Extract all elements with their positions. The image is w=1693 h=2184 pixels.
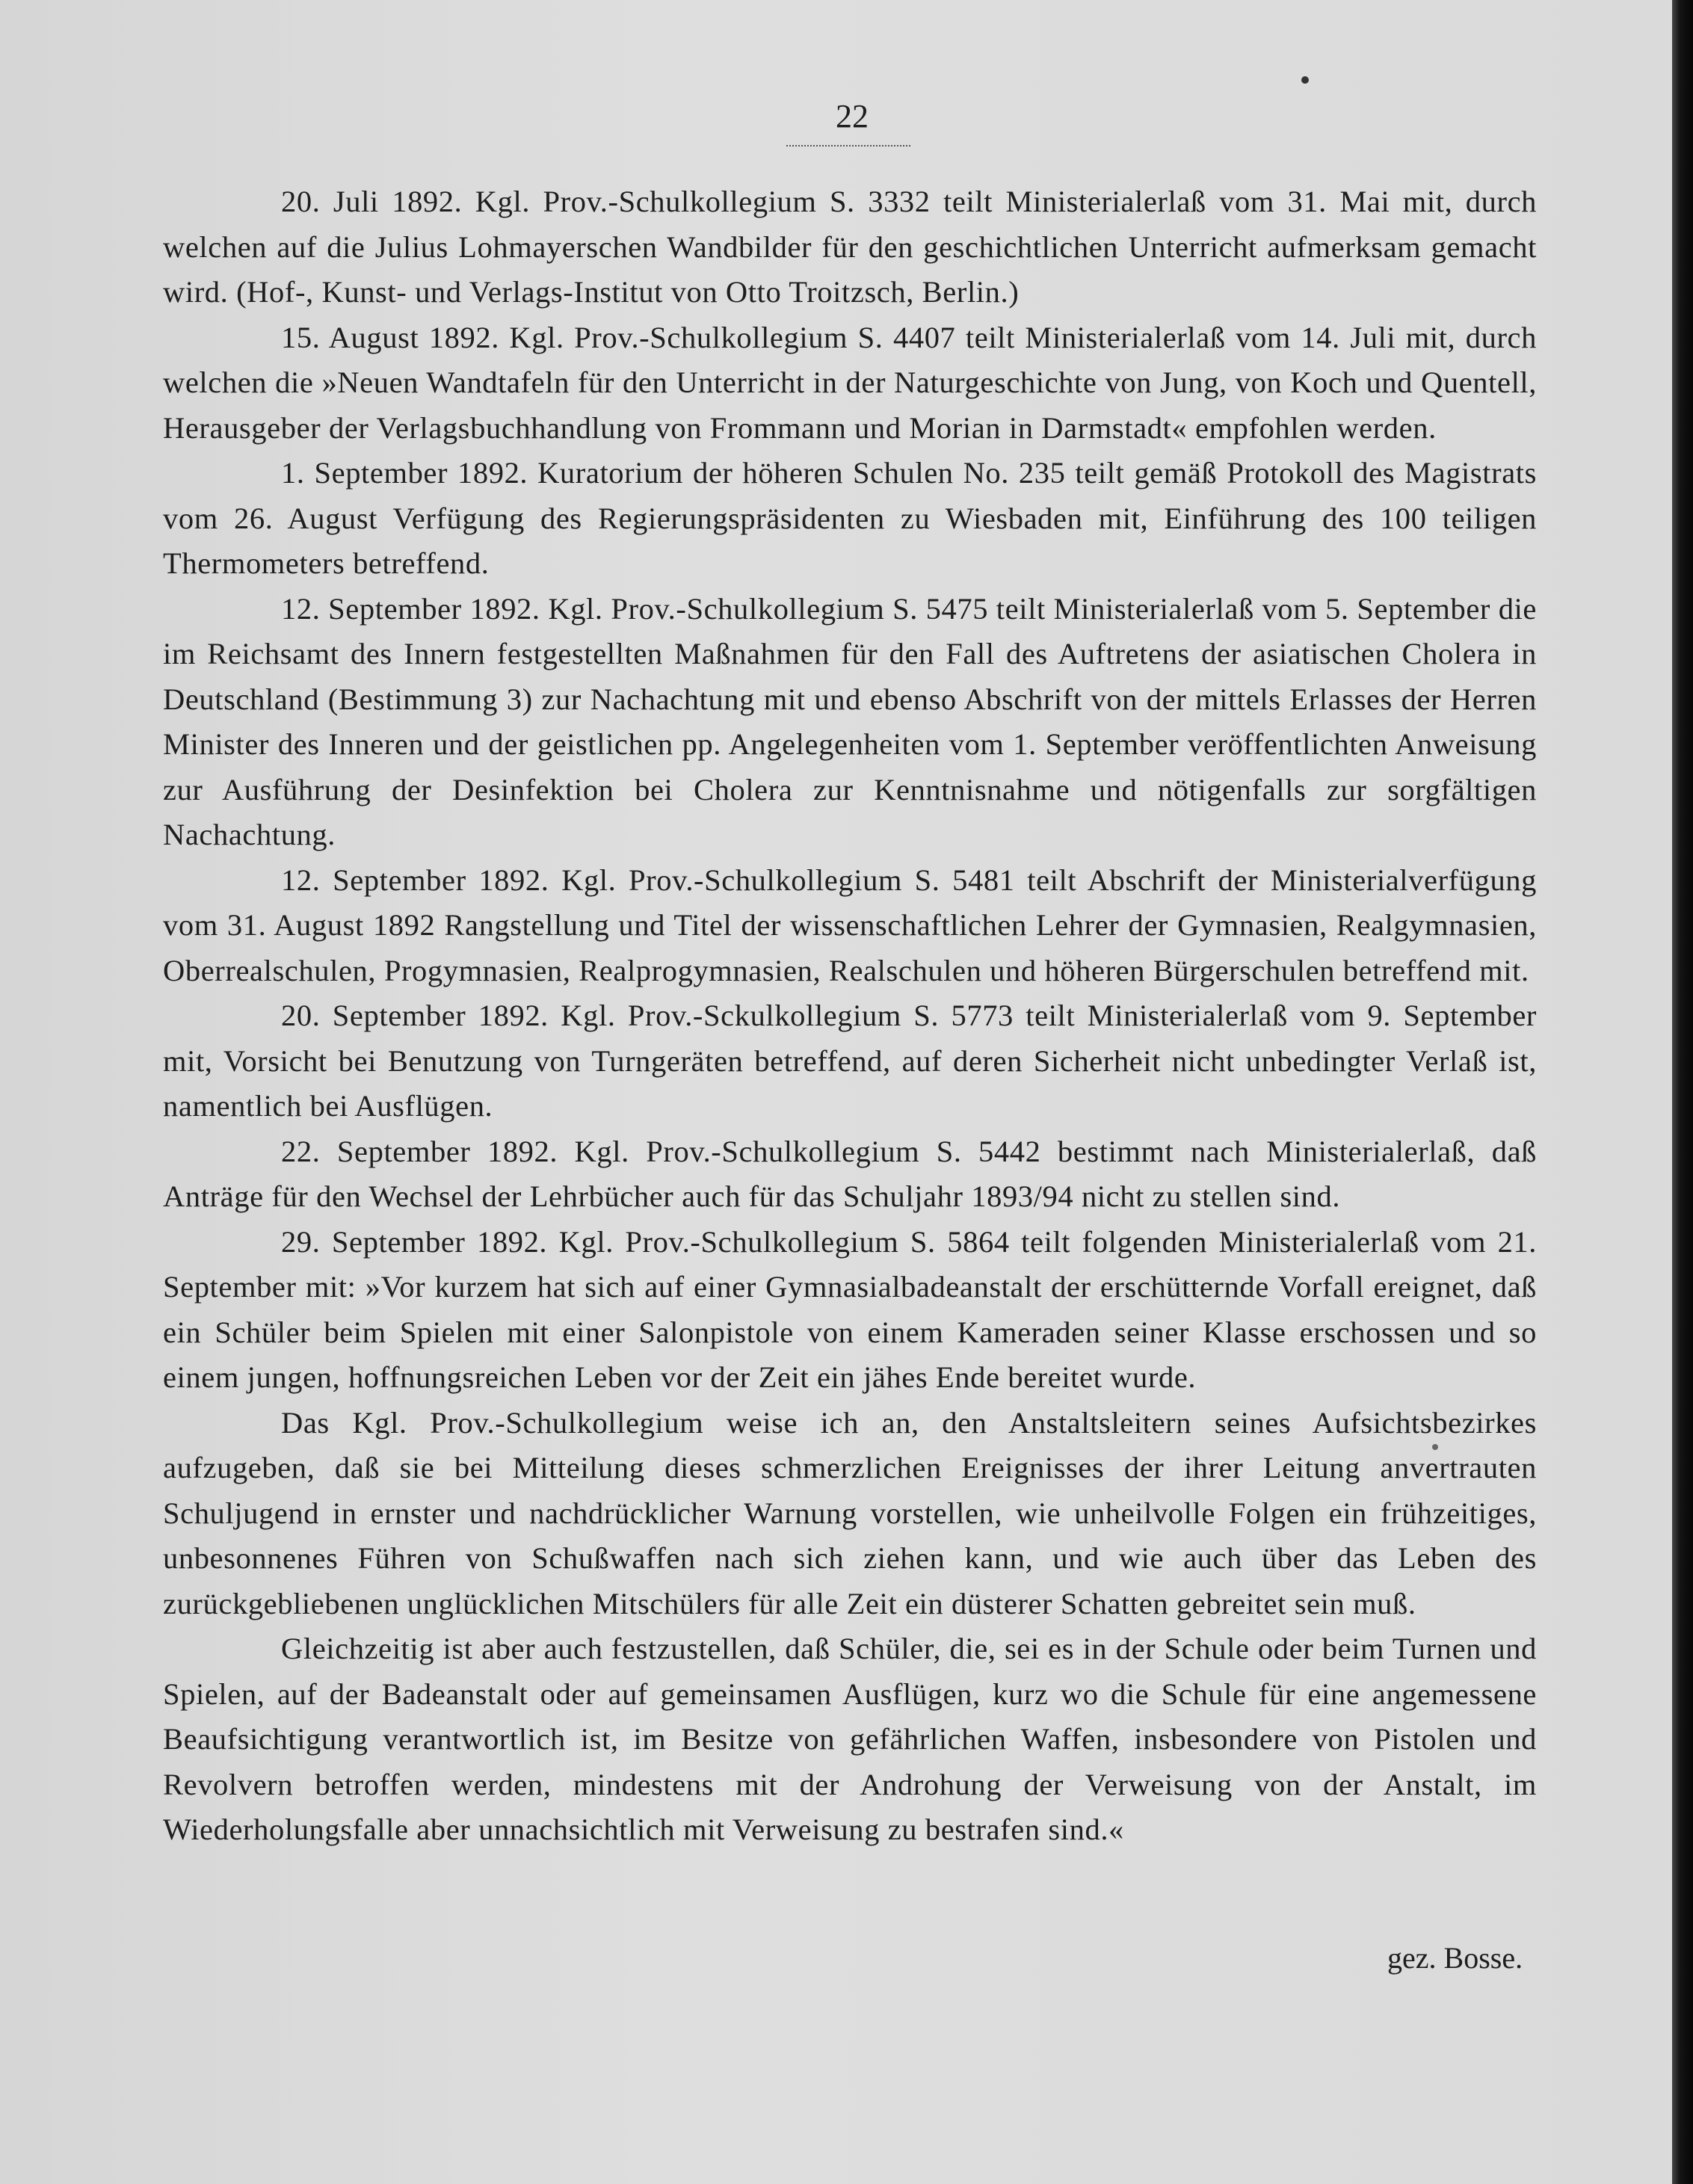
page-binding-edge	[1672, 0, 1693, 2184]
paragraph: 20. Juli 1892. Kgl. Prov.-Schulkollegium S. 3332 teilt Ministerialerlaß vom 31. Mai mit, durch welchen auf die Julius Lohmayerschen Wandbilder für den geschichtlichen Unterricht aufmerksam gemacht wird. (Hof-, Kunst- und Verlags-Institut von Otto Troitzsch, Berlin.)	[163, 185, 1537, 309]
paragraph: 29. September 1892. Kgl. Prov.-Schulkollegium S. 5864 teilt folgenden Ministerialerlaß vom 21. September mit: »Vor kurzem hat sich auf einer Gymnasialbadeanstalt der erschütternde Vorfall ereignet, daß ein Schüler beim Spielen mit einer Salonpistole von einem Kameraden seiner Klasse erschossen und so einem jungen, hoffnungsreichen Leben vor der Zeit ein jähes Ende bereitet wurde.	[163, 1224, 1537, 1394]
page-number-ornament	[786, 141, 910, 146]
page-number: 22	[836, 98, 869, 135]
paragraph: 1. September 1892. Kuratorium der höheren Schulen No. 235 teilt gemäß Protokoll des Magistrats vom 26. August Verfügung des Regierungspräsidenten zu Wiesbaden mit, Einführung des 100 teiligen Thermometers betreffend.	[163, 456, 1537, 580]
document-body	[163, 179, 1537, 1853]
paragraph: 22. September 1892. Kgl. Prov.-Schulkollegium S. 5442 bestimmt nach Ministerialerlaß, daß Anträge für den Wechsel der Lehrbücher auch für das Schuljahr 1893/94 nicht zu stellen sind.	[163, 1134, 1537, 1213]
paragraph: Das Kgl. Prov.-Schulkollegium weise ich an, den Anstaltsleitern seines Aufsichtsbezirkes aufzugeben, daß sie bei Mitteilung dieses schmerzlichen Ereignisses der ihrer Leitung anvertrauten Schuljugend in ernster und nachdrücklicher Warnung vorstellen, wie unheilvolle Folgen ein frühzeitiges, unbesonnenes Führen von Schußwaffen nach sich ziehen kann, und wie auch über das Leben des zurückgebliebenen unglücklichen Mitschülers für alle Zeit ein düsterer Schatten gebreitet sein muß.	[163, 1405, 1537, 1620]
paragraph: Gleichzeitig ist aber auch festzustellen, daß Schüler, die, sei es in der Schule oder beim Turnen und Spielen, auf der Badeanstalt oder auf gemeinsamen Ausflügen, kurz wo die Schule für eine angemessene Beaufsichtigung verantwortlich ist, im Besitze von gefährlichen Waffen, insbesondere von Pistolen und Revolvern betroffen werden, mindestens mit der Androhung der Verweisung von der Anstalt, im Wiederholungsfalle aber unnachsichtlich mit Verweisung zu bestrafen sind.«	[163, 1632, 1537, 1846]
paragraph: 20. September 1892. Kgl. Prov.-Sckulkollegium S. 5773 teilt Ministerialerlaß vom 9. September mit, Vorsicht bei Benutzung von Turngeräten betreffend, auf deren Sicherheit nicht unbedingter Verlaß ist, namentlich bei Ausflügen.	[163, 999, 1537, 1123]
paragraph: 15. August 1892. Kgl. Prov.-Schulkollegium S. 4407 teilt Ministerialerlaß vom 14. Juli mit, durch welchen die »Neuen Wandtafeln für den Unterricht in der Naturgeschichte von Jung, von Koch und Quentell, Herausgeber der Verlagsbuchhandlung von Frommann und Morian in Darmstadt« empfohlen werden.	[163, 320, 1537, 445]
paragraph: 12. September 1892. Kgl. Prov.-Schulkollegium S. 5475 teilt Ministerialerlaß vom 5. September die im Reichsamt des Innern festgestellten Maßnahmen für den Fall des Auftretens der asiatischen Cholera in Deutschland (Bestimmung 3) zur Nachachtung mit und ebenso Abschrift von der mittels Erlasses der Herren Minister des Inneren und der geistlichen pp. Angelegenheiten vom 1. September veröffentlichten Anweisung zur Ausführung der Desinfektion bei Cholera zur Kenntnisnahme und nötigenfalls zur sorgfältigen Nachachtung.	[163, 591, 1537, 851]
paragraph: 12. September 1892. Kgl. Prov.-Schulkollegium S. 5481 teilt Abschrift der Ministerialverfügung vom 31. August 1892 Rangstellung und Titel der wissenschaftlichen Lehrer der Gymnasien, Realgymnasien, Oberrealschulen, Progymnasien, Realprogymnasien, Realschulen und höheren Bürgerschulen betreffend mit.	[163, 863, 1537, 987]
signature: gez. Bosse.	[1387, 1941, 1523, 1975]
ink-speck	[1301, 76, 1309, 84]
